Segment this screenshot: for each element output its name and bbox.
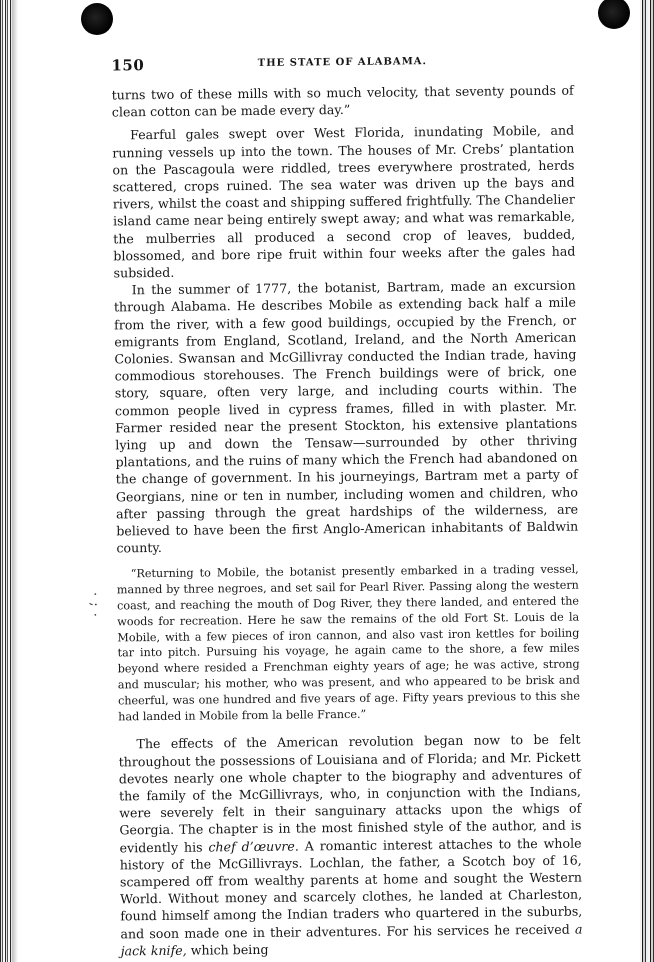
block-quote: “Returning to Mobile, the botanist presently embarked in a trading vessel, manned by three negroes, and set sail for Pearl River. Passing along the western coast, and reaching the mouth of Dog River, they there landed, and entered the woods for recreation. Here he saw the remains of the old Fort St. Louis de la Mobile, with a few pieces of iron cannon, and also vast iron kettles for boiling tar into pitch. Pursuing his voyage, he again came to the shore, a few miles beyond where resided a Frenchman eighty years of age; he was active, strong and muscular; his mother, who was present, and who appeared to be brisk and cheerful, was one hundred and five years of age. Fifty years previous to this she had landed in Mobile from la belle France.”: [116, 563, 581, 724]
text-segment: A romantic interest attaches to the whole history of the McGillivrays. Lochlan, the father, a Scotch boy of 16, scampered off from wealthy parents at home and sought the Western World. Without money and scarcely clothes, he landed at Charleston, found himself among the Indian traders who quartered in the suburbs, and soon made one in their adventures. For his services he received: [119, 835, 583, 942]
book-spine-edge: [0, 0, 12, 962]
text-segment: which being: [186, 941, 269, 958]
gutter-shadow: [12, 0, 18, 962]
italic-phrase-jack-knife: a jack knife,: [120, 921, 583, 959]
paragraph-continued: turns two of these mills with so much velocity, that seventy pounds of clean cotton can be made every day.”: [111, 82, 574, 120]
page-stack-edge: [640, 0, 654, 962]
margin-mark: · ; ·: [87, 592, 102, 618]
binding-hole-right: [598, 0, 630, 29]
paragraph-gales: Fearful gales swept over West Florida, inundating Mobile, and running vessels up into the town. The houses of Mr. Crebs’ plantation on the Pascagoula were riddled, trees everywhere prostrated, herds scattered, crops ruined. The sea water was driven up the bays and rivers, whilst the coast and shipping suffered frightfully. The Chandelier island came near being entirely swept away; and what was remarkable, the mulberries all produced a second crop of leaves, budded, blossomed, and bore ripe fruit within four weeks after the gales had subsided.: [112, 123, 576, 281]
text-segment: The effects of the American revolution began now to be felt throughout the possessions of Louisiana and of Florida; and Mr. Pickett devotes nearly one whole chapter to the biography and adventures of the family of the McGillivrays, who, in conjunction with the Indians, were severely felt in their sanguinary attacks upon the whigs of Georgia. The chapter is in the most finished style of the author, and is evidently his: [118, 732, 582, 856]
page-header: [111, 52, 573, 81]
paragraph-bartram: In the summer of 1777, the botanist, Bartram, made an excursion through Alabama. He describes Mobile as extending back half a mile from the river, with a few good buildings, occupied by the French, or emigrants from England, Scotland, Ireland, and the North American Colonies. Swansan and McGillivray conducted the Indian trade, having commodious storehouses. The French buildings were of brick, one story, square, often very large, and including courts within. The common people lived in cypress frames, filled in with plaster. Mr. Farmer resided near the present Stockton, his extensive plantations lying up and down the Tensaw—surrounded by other thriving plantations, and the ruins of many which the French had abandoned on the change of government. In his journeyings, Bartram met a party of Georgians, nine or ten in number, including women and children, who after passing through the great hardships of the wilderness, are believed to have been the first Anglo-American inhabitants of Baldwin county.: [113, 277, 579, 556]
running-head: THE STATE OF ALABAMA.: [257, 56, 428, 69]
italic-phrase-chef-doeuvre: chef d’œuvre.: [208, 838, 299, 855]
paragraph-revolution: [118, 731, 582, 959]
page-number: 150: [111, 56, 145, 75]
book-page: [111, 52, 582, 957]
binding-hole-left: [81, 3, 113, 35]
